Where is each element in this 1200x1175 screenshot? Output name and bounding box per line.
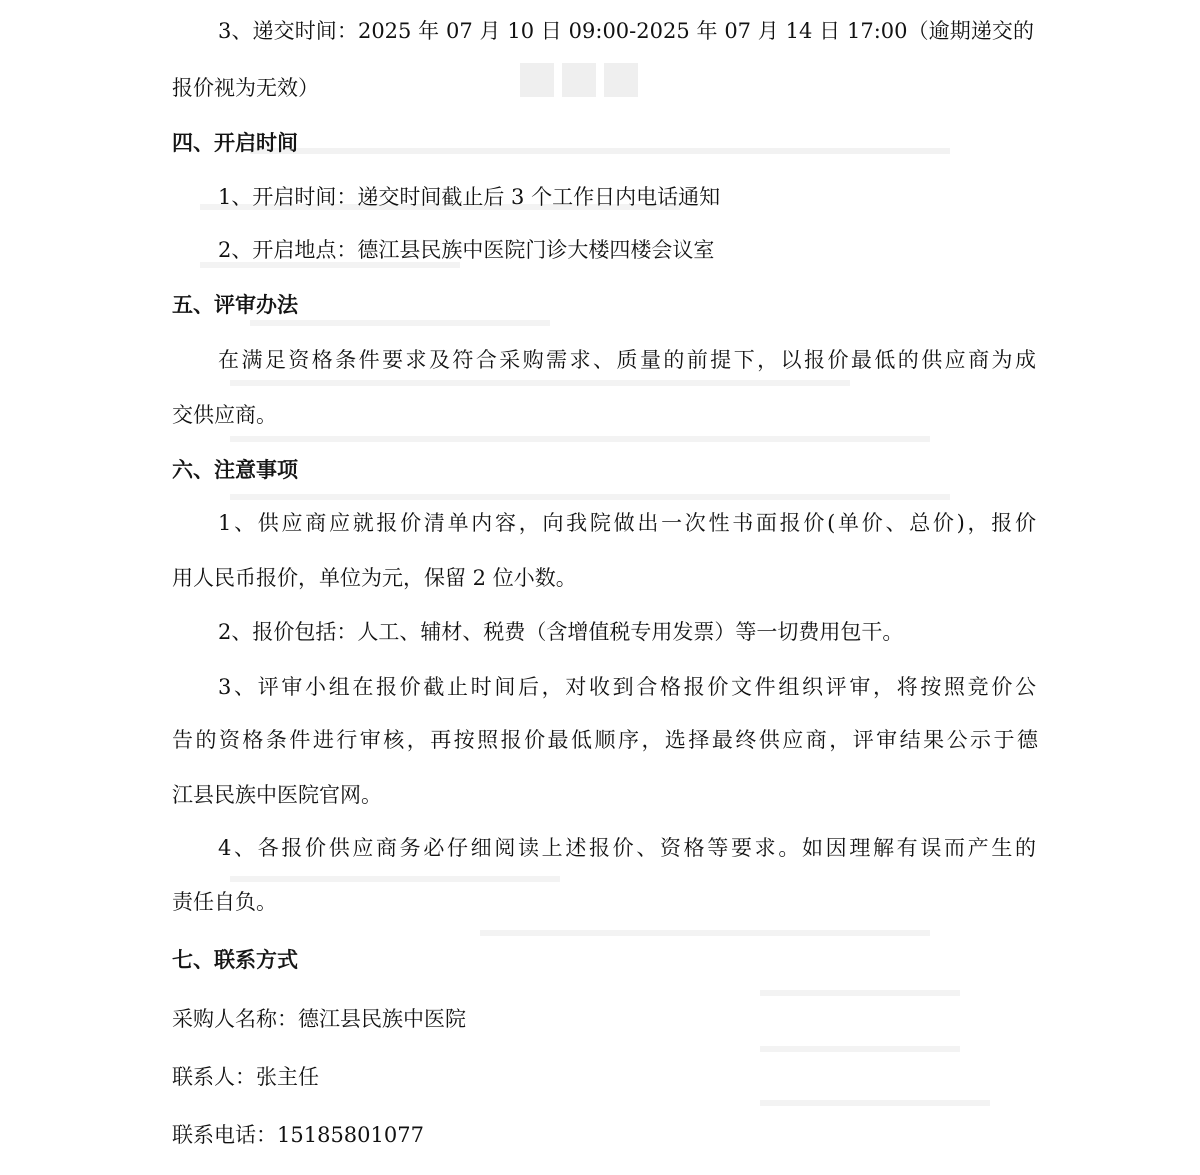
contact-phone: 联系电话：15185801077 (172, 1123, 424, 1147)
section-heading-notes: 六、注意事项 (172, 458, 298, 482)
submit-time-line-2: 报价视为无效） (172, 76, 319, 100)
note-3-line-2: 告的资格条件进行审核，再按照报价最低顺序，选择最终供应商，评审结果公示于德 (172, 728, 1038, 752)
contact-person: 联系人：张主任 (172, 1065, 319, 1089)
note-3-line-3: 江县民族中医院官网。 (172, 783, 382, 807)
bleed-through-heading (520, 60, 670, 104)
opening-time-item: 1、开启时间：递交时间截止后 3 个工作日内电话通知 (218, 185, 721, 209)
purchaser-name: 采购人名称：德江县民族中医院 (172, 1007, 466, 1031)
submit-time-line-1: 3、递交时间：2025 年 07 月 10 日 09:00-2025 年 07 月 14 日 17:00（逾期递交的 (218, 19, 1034, 43)
note-3-line-1: 3、评审小组在报价截止时间后，对收到合格报价文件组织评审，将按照竞价公 (218, 675, 1036, 699)
note-4-line-1: 4、各报价供应商务必仔细阅读上述报价、资格等要求。如因理解有误而产生的 (218, 836, 1036, 860)
note-1-line-1: 1、供应商应就报价清单内容，向我院做出一次性书面报价(单价、总价)，报价 (218, 511, 1036, 535)
note-4-line-2: 责任自负。 (172, 890, 277, 914)
section-heading-evaluation-method: 五、评审办法 (172, 293, 298, 317)
section-heading-contact: 七、联系方式 (172, 948, 298, 972)
note-2: 2、报价包括：人工、辅材、税费（含增值税专用发票）等一切费用包干。 (218, 620, 904, 644)
evaluation-paragraph-line-1: 在满足资格条件要求及符合采购需求、质量的前提下，以报价最低的供应商为成 (218, 348, 1036, 372)
evaluation-paragraph-line-2: 交供应商。 (172, 403, 277, 427)
opening-location-item: 2、开启地点：德江县民族中医院门诊大楼四楼会议室 (218, 238, 715, 262)
note-1-line-2: 用人民币报价，单位为元，保留 2 位小数。 (172, 566, 577, 590)
section-heading-opening-time: 四、开启时间 (172, 131, 298, 155)
